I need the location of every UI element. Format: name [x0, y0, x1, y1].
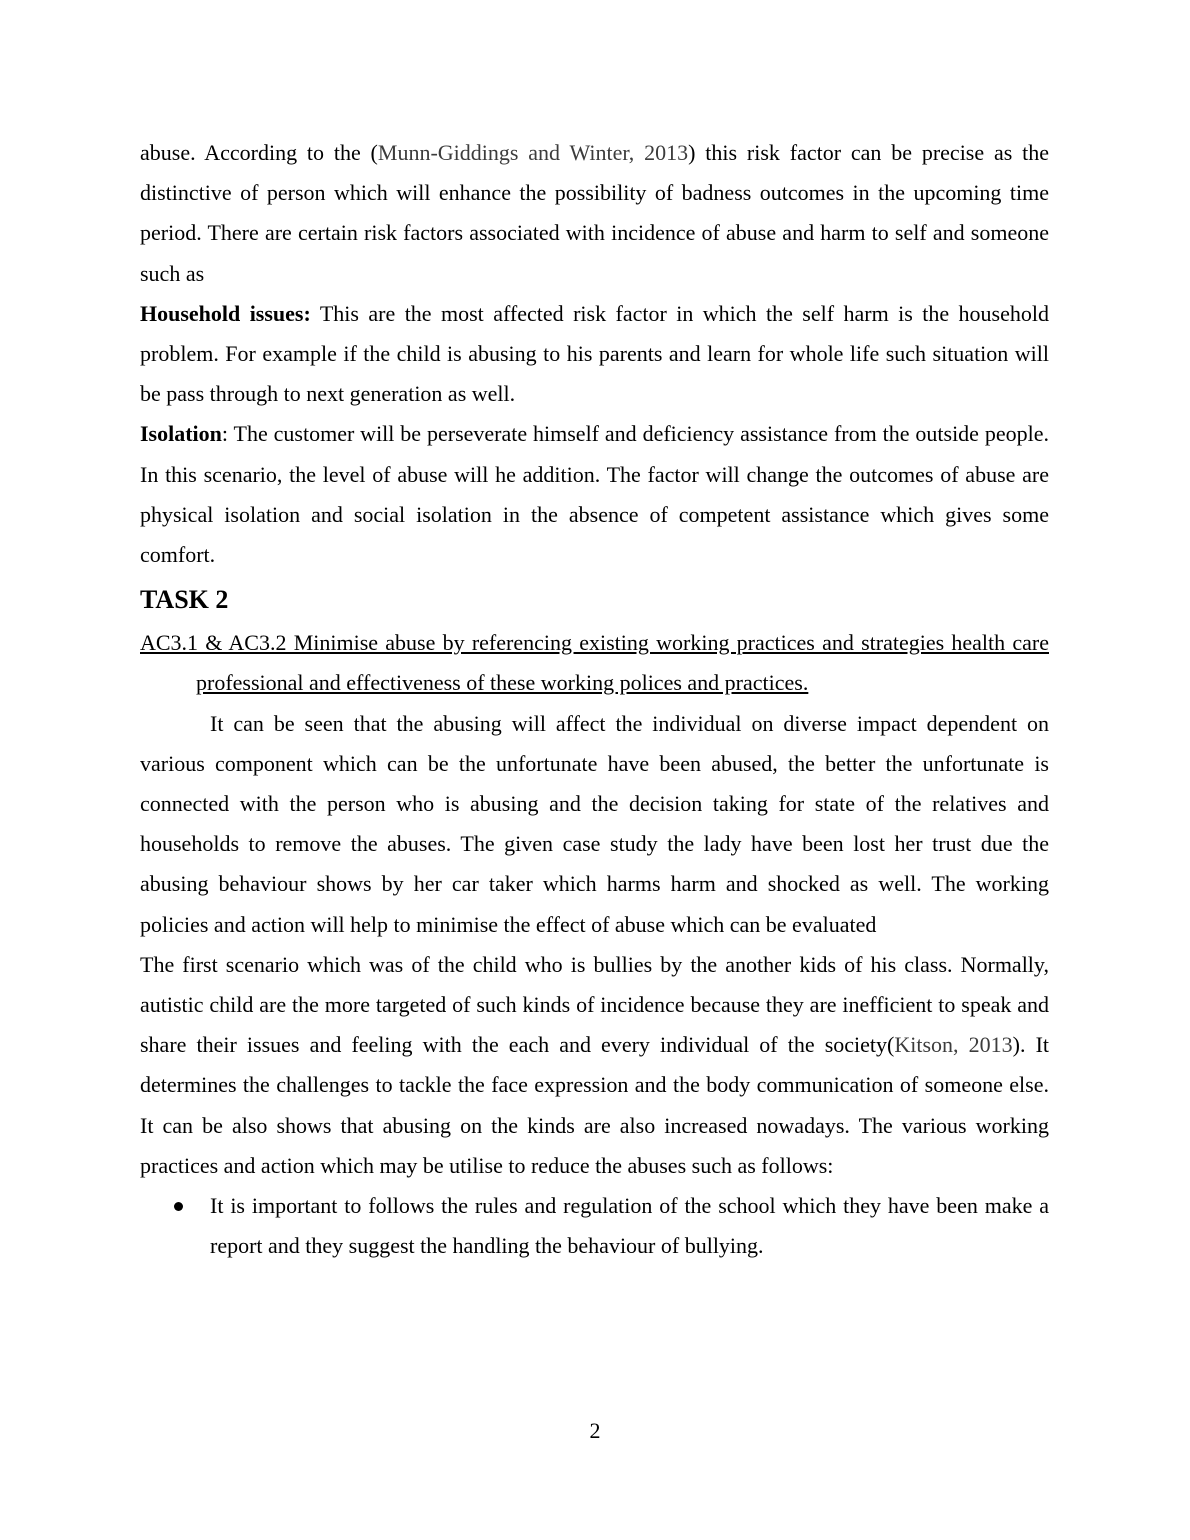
household-issues-paragraph	[140, 294, 1049, 415]
household-issues-text: This are the most affected risk factor in which the self harm is the household problem. For example if the child is abusing to his parents and learn for whole life such situation will be pass through to next generation as well.	[140, 300, 1049, 407]
paragraph-text: The first scenario which was of the child who is bullies by the another kids of his class. Normally, autistic child are the more targeted of such kinds of incidence because they are inefficient to speak and share their issues and feeling with the each and every individual of the society(	[140, 951, 1049, 1058]
isolation-paragraph	[140, 414, 1049, 575]
paragraph-text: ) this risk factor can be precise as the distinctive of person which will enhance the possibility of badness outcomes in the upcoming time period. There are certain risk factors associated with incidence of abuse and harm to self and someone such as	[140, 140, 1049, 286]
page-body	[140, 133, 1049, 1266]
bullet-icon	[174, 1202, 183, 1211]
isolation-text: : The customer will be perseverate himself and deficiency assistance from the outside people. In this scenario, the level of abuse will he addition. The factor will change the outcomes of abuse are physical isolation and social isolation in the absence of competent assistance which gives some comfort.	[140, 421, 1049, 568]
isolation-label: Isolation	[140, 421, 222, 447]
risk-factor-paragraph	[140, 133, 1049, 294]
list-item	[140, 1186, 1049, 1266]
household-issues-label: Household issues:	[140, 300, 311, 326]
citation-kitson: Kitson, 2013	[894, 1032, 1013, 1058]
citation-munn-giddings: Munn-Giddings and Winter, 2013	[377, 140, 689, 165]
practices-list	[140, 1186, 1049, 1266]
page-number: 2	[589, 1418, 601, 1443]
list-item-text: It is important to follows the rules and regulation of the school which they have been make a report and they suggest the handling the behaviour of bullying.	[210, 1193, 1049, 1259]
paragraph-text: ). It determines the challenges to tackle the face expression and the body communication of someone else. It can be also shows that abusing on the kinds are also increased nowadays. The various working practices and action which may be utilise to reduce the abuses such as follows:	[140, 1032, 1050, 1178]
task-heading: TASK 2	[140, 585, 229, 615]
intro-paragraph: It can be seen that the abusing will affect the individual on diverse impact dependent on various component which can be the unfortunate have been abused, the better the unfortunate is connected with the person who is abusing and the decision taking for state of the relatives and households to remove the abuses. The given case study the lady have been lost her trust due the abusing behaviour shows by her car taker which harms harm and shocked as well. The working policies and action will help to minimise the effect of abuse which can be evaluated	[140, 710, 1049, 937]
section-subheading: AC3.1 & AC3.2 Minimise abuse by referencing existing working practices and strategies health care professional and effectiveness of these working polices and practices.	[140, 630, 1049, 696]
paragraph-text: abuse. According to the (	[140, 140, 378, 165]
scenario-paragraph	[140, 945, 1049, 1186]
